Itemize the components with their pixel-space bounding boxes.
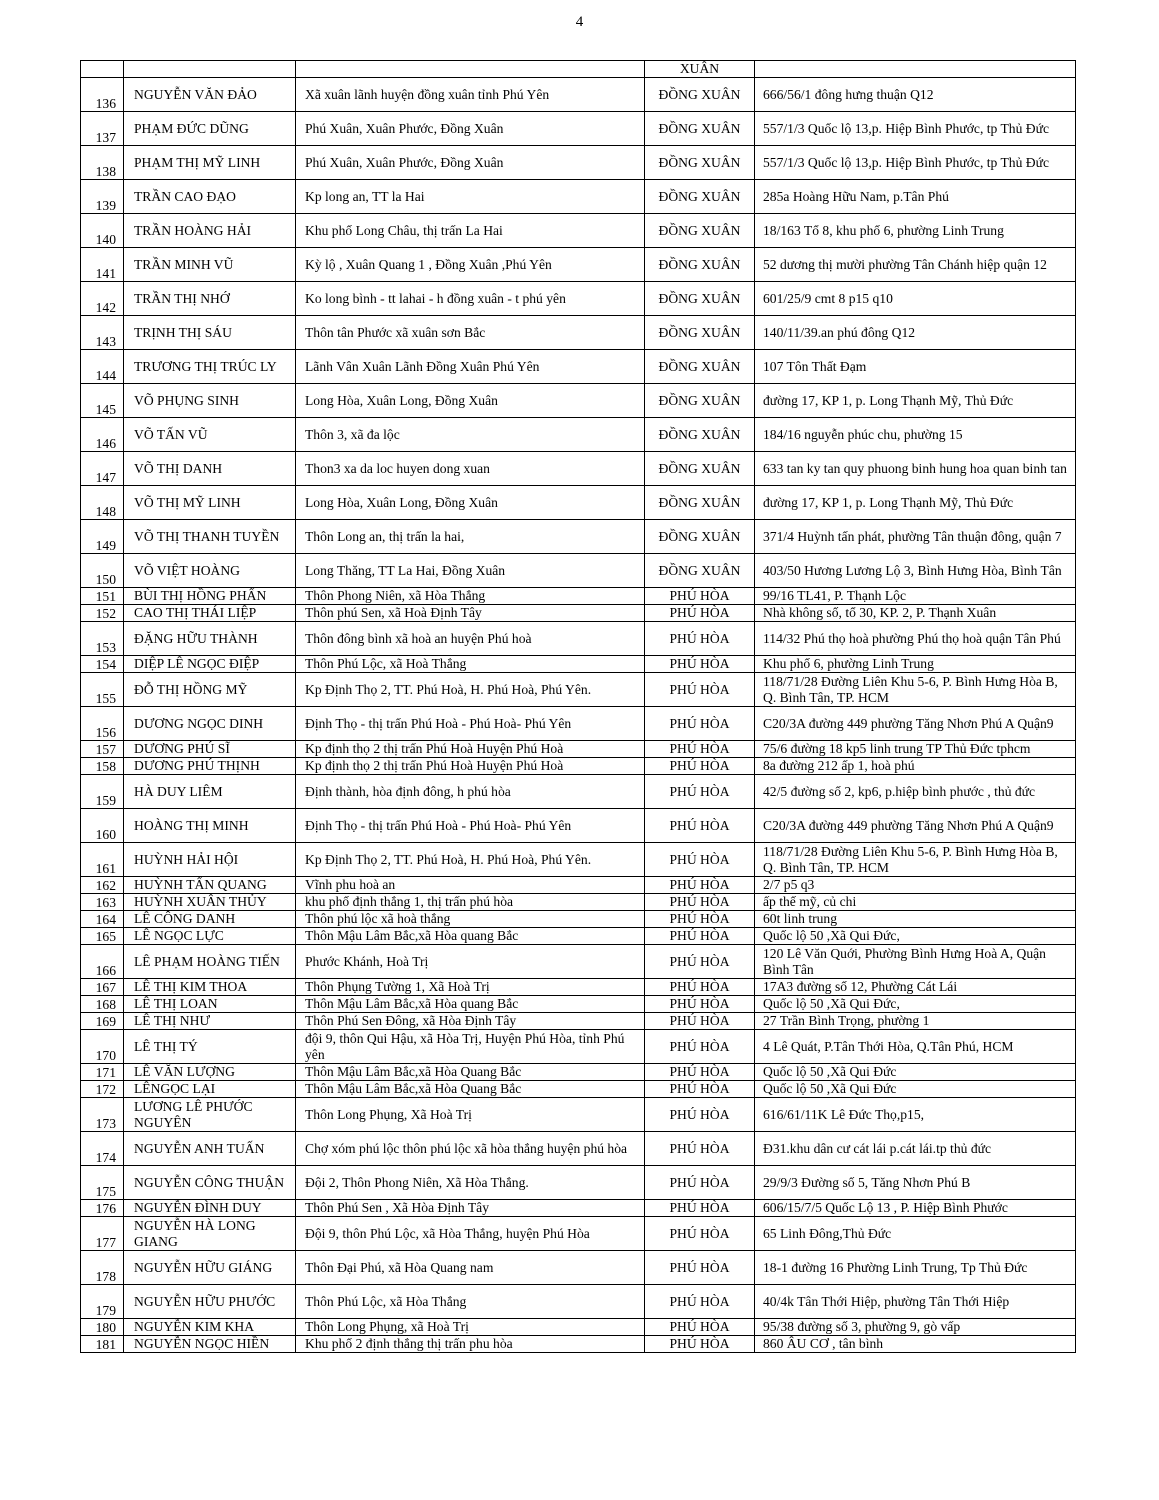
hcm-address: 18-1 đường 16 Phường Linh Trung, Tp Thủ Đức [755, 1251, 1076, 1285]
hcm-address: 557/1/3 Quốc lộ 13,p. Hiệp Bình Phước, tp Thủ Đức [755, 146, 1076, 180]
district: ĐỒNG XUÂN [645, 146, 755, 180]
hcm-address: 184/16 nguyễn phúc chu, phường 15 [755, 418, 1076, 452]
district: PHÚ HÒA [645, 588, 755, 605]
table-row [81, 384, 1076, 418]
table-row [81, 282, 1076, 316]
row-number: 177 [81, 1217, 124, 1251]
district: PHÚ HÒA [645, 622, 755, 656]
district: PHÚ HÒA [645, 1319, 755, 1336]
table-row [81, 877, 1076, 894]
home-address: Vĩnh phu hoà an [296, 877, 645, 894]
district: ĐỒNG XUÂN [645, 418, 755, 452]
district: PHÚ HÒA [645, 1098, 755, 1132]
hcm-address: Đ31.khu dân cư cát lái p.cát lái.tp thủ đức [755, 1132, 1076, 1166]
person-name: LÊ THỊ LOAN [124, 996, 296, 1013]
table-row [81, 452, 1076, 486]
district: PHÚ HÒA [645, 741, 755, 758]
district: PHÚ HÒA [645, 758, 755, 775]
table-row [81, 1251, 1076, 1285]
row-number: 152 [81, 605, 124, 622]
row-number: 139 [81, 180, 124, 214]
home-address: Thôn Long Phụng, Xã Hoà Trị [296, 1098, 645, 1132]
table-row [81, 78, 1076, 112]
hcm-address: 2/7 p5 q3 [755, 877, 1076, 894]
district: PHÚ HÒA [645, 673, 755, 707]
hcm-address: 60t linh trung [755, 911, 1076, 928]
district: PHÚ HÒA [645, 1251, 755, 1285]
person-name: ĐẶNG HỮU THÀNH [124, 622, 296, 656]
person-name: VÕ VIỆT HOÀNG [124, 554, 296, 588]
home-address: Đội 9, thôn Phú Lộc, xã Hòa Thắng, huyện Phú Hòa [296, 1217, 645, 1251]
table-row [81, 61, 1076, 78]
person-name: NGUYỄN HỮU GIÁNG [124, 1251, 296, 1285]
table-row [81, 588, 1076, 605]
hcm-address: 52 dương thị mười phường Tân Chánh hiệp quận 12 [755, 248, 1076, 282]
home-address: Thôn phú lộc xã hoà thắng [296, 911, 645, 928]
district: PHÚ HÒA [645, 605, 755, 622]
table-row [81, 1336, 1076, 1353]
hcm-address: 8a đường 212 ấp 1, hoà phú [755, 758, 1076, 775]
row-number: 163 [81, 894, 124, 911]
row-number: 155 [81, 673, 124, 707]
person-name: HOÀNG THỊ MINH [124, 809, 296, 843]
hcm-address: 403/50 Hương Lương Lộ 3, Bình Hưng Hòa, Bình Tân [755, 554, 1076, 588]
table-row [81, 843, 1076, 877]
person-name: TRỊNH THỊ SÁU [124, 316, 296, 350]
hcm-address: 107 Tôn Thất Đạm [755, 350, 1076, 384]
home-address: Chợ xóm phú lộc thôn phú lộc xã hòa thắng huyện phú hòa [296, 1132, 645, 1166]
district: ĐỒNG XUÂN [645, 282, 755, 316]
table-row [81, 775, 1076, 809]
row-number: 151 [81, 588, 124, 605]
row-number: 171 [81, 1064, 124, 1081]
home-address: Thôn Đại Phú, xã Hòa Quang nam [296, 1251, 645, 1285]
person-name: DƯƠNG PHÚ THỊNH [124, 758, 296, 775]
district: PHÚ HÒA [645, 1200, 755, 1217]
table-row [81, 1064, 1076, 1081]
home-address: Thôn Phú Lộc, xã Hoà Thắng [296, 656, 645, 673]
home-address: Khu phố 2 định thắng thị trấn phu hòa [296, 1336, 645, 1353]
district: PHÚ HÒA [645, 707, 755, 741]
hcm-address: 601/25/9 cmt 8 p15 q10 [755, 282, 1076, 316]
table-row [81, 928, 1076, 945]
district: PHÚ HÒA [645, 945, 755, 979]
table-row [81, 1030, 1076, 1064]
row-number: 137 [81, 112, 124, 146]
person-name: LÊNGỌC LẠI [124, 1081, 296, 1098]
home-address: Khu phố Long Châu, thị trấn La Hai [296, 214, 645, 248]
hcm-address: Khu phố 6, phường Linh Trung [755, 656, 1076, 673]
person-name: TRẦN MINH VŨ [124, 248, 296, 282]
row-number: 154 [81, 656, 124, 673]
district: XUÂN [645, 61, 755, 78]
row-number: 180 [81, 1319, 124, 1336]
table-row [81, 248, 1076, 282]
hcm-address: 371/4 Huỳnh tấn phát, phường Tân thuận đông, quận 7 [755, 520, 1076, 554]
home-address: Thôn tân Phước xã xuân sơn Bắc [296, 316, 645, 350]
hcm-address: 95/38 đường số 3, phường 9, gò vấp [755, 1319, 1076, 1336]
table-row [81, 486, 1076, 520]
district: ĐỒNG XUÂN [645, 554, 755, 588]
person-name: VÕ PHỤNG SINH [124, 384, 296, 418]
row-number: 179 [81, 1285, 124, 1319]
hcm-address: 17A3 đường số 12, Phường Cát Lái [755, 979, 1076, 996]
hcm-address: 99/16 TL41, P. Thạnh Lộc [755, 588, 1076, 605]
home-address: Long Hòa, Xuân Long, Đồng Xuân [296, 486, 645, 520]
table-row [81, 1081, 1076, 1098]
home-address: Phú Xuân, Xuân Phước, Đồng Xuân [296, 146, 645, 180]
hcm-address: 42/5 đường số 2, kp6, p.hiệp bình phước , thủ đức [755, 775, 1076, 809]
district: PHÚ HÒA [645, 843, 755, 877]
person-name: NGUYỄN ĐÌNH DUY [124, 1200, 296, 1217]
hcm-address: 616/61/11K Lê Đức Thọ,p15, [755, 1098, 1076, 1132]
person-name: LÊ THỊ TÝ [124, 1030, 296, 1064]
person-name: LÊ CÔNG DANH [124, 911, 296, 928]
person-name: TRẦN THỊ NHỚ [124, 282, 296, 316]
person-name: BÙI THỊ HỒNG PHẤN [124, 588, 296, 605]
home-address: Thôn Mậu Lâm Bắc,xã Hòa quang Bắc [296, 928, 645, 945]
person-name: LÊ PHẠM HOÀNG TIẾN [124, 945, 296, 979]
row-number: 178 [81, 1251, 124, 1285]
home-address: Thôn Mậu Lâm Bắc,xã Hòa quang Bắc [296, 996, 645, 1013]
row-number: 173 [81, 1098, 124, 1132]
district: ĐỒNG XUÂN [645, 112, 755, 146]
table-row [81, 520, 1076, 554]
home-address: Ko long bình - tt lahai - h đồng xuân - t phú yên [296, 282, 645, 316]
home-address: Thon3 xa da loc huyen dong xuan [296, 452, 645, 486]
table-row [81, 1098, 1076, 1132]
table-row [81, 673, 1076, 707]
person-name: HUỲNH TẤN QUANG [124, 877, 296, 894]
person-name: PHẠM THỊ MỸ LINH [124, 146, 296, 180]
hcm-address: 606/15/7/5 Quốc Lộ 13 , P. Hiệp Bình Phước [755, 1200, 1076, 1217]
person-name: HUỲNH XUÂN THỦY [124, 894, 296, 911]
person-name: NGUYỄN KIM KHA [124, 1319, 296, 1336]
district: PHÚ HÒA [645, 877, 755, 894]
hcm-address: C20/3A đường 449 phường Tăng Nhơn Phú A Quận9 [755, 809, 1076, 843]
home-address: Phước Khánh, Hoà Trị [296, 945, 645, 979]
table-row [81, 1285, 1076, 1319]
table-row [81, 707, 1076, 741]
district: PHÚ HÒA [645, 928, 755, 945]
table-row [81, 1200, 1076, 1217]
person-name: TRẦN CAO ĐẠO [124, 180, 296, 214]
district: PHÚ HÒA [645, 1081, 755, 1098]
person-name: NGUYỄN VĂN ĐẢO [124, 78, 296, 112]
district: ĐỒNG XUÂN [645, 486, 755, 520]
home-address: Định Thọ - thị trấn Phú Hoà - Phú Hoà- Phú Yên [296, 707, 645, 741]
table-row [81, 214, 1076, 248]
table-row [81, 911, 1076, 928]
row-number: 175 [81, 1166, 124, 1200]
district: PHÚ HÒA [645, 775, 755, 809]
row-number: 169 [81, 1013, 124, 1030]
table-row [81, 146, 1076, 180]
district: PHÚ HÒA [645, 1217, 755, 1251]
row-number: 153 [81, 622, 124, 656]
home-address: Long Hòa, Xuân Long, Đồng Xuân [296, 384, 645, 418]
home-address: Thôn Phú Sen , Xã Hòa Định Tây [296, 1200, 645, 1217]
hcm-address: 633 tan ky tan quy phuong binh hung hoa quan binh tan [755, 452, 1076, 486]
district: ĐỒNG XUÂN [645, 520, 755, 554]
district: ĐỒNG XUÂN [645, 350, 755, 384]
home-address: Lãnh Vân Xuân Lãnh Đồng Xuân Phú Yên [296, 350, 645, 384]
hcm-address: đường 17, KP 1, p. Long Thạnh Mỹ, Thủ Đức [755, 384, 1076, 418]
table-row [81, 1217, 1076, 1251]
person-name: HUỲNH HẢI HỘI [124, 843, 296, 877]
row-number: 181 [81, 1336, 124, 1353]
member-table-body [81, 61, 1076, 1353]
row-number: 164 [81, 911, 124, 928]
home-address: khu phố định thắng 1, thị trấn phú hòa [296, 894, 645, 911]
person-name: VÕ TẤN VŨ [124, 418, 296, 452]
table-row [81, 741, 1076, 758]
person-name: LÊ THỊ KIM THOA [124, 979, 296, 996]
person-name: VÕ THỊ THANH TUYỀN [124, 520, 296, 554]
table-row [81, 350, 1076, 384]
row-number: 148 [81, 486, 124, 520]
person-name: VÕ THỊ MỸ LINH [124, 486, 296, 520]
district: ĐỒNG XUÂN [645, 214, 755, 248]
row-number: 167 [81, 979, 124, 996]
table-row [81, 809, 1076, 843]
row-number: 143 [81, 316, 124, 350]
home-address: Kp định thọ 2 thị trấn Phú Hoà Huyện Phú Hoà [296, 741, 645, 758]
hcm-address: Quốc lộ 50 ,Xã Qui Đức [755, 1081, 1076, 1098]
home-address: Xã xuân lãnh huyện đồng xuân tỉnh Phú Yên [296, 78, 645, 112]
row-number: 162 [81, 877, 124, 894]
table-row [81, 605, 1076, 622]
person-name: CAO THỊ THÁI LIỆP [124, 605, 296, 622]
district: PHÚ HÒA [645, 979, 755, 996]
row-number: 144 [81, 350, 124, 384]
table-row [81, 894, 1076, 911]
person-name: LÊ THỊ NHƯ [124, 1013, 296, 1030]
hcm-address [755, 61, 1076, 78]
district: PHÚ HÒA [645, 656, 755, 673]
hcm-address: 557/1/3 Quốc lộ 13,p. Hiệp Bình Phước, tp Thủ Đức [755, 112, 1076, 146]
row-number: 161 [81, 843, 124, 877]
hcm-address: 4 Lê Quát, P.Tân Thới Hòa, Q.Tân Phú, HCM [755, 1030, 1076, 1064]
home-address: Kp long an, TT la Hai [296, 180, 645, 214]
hcm-address: Quốc lộ 50 ,Xã Qui Đức, [755, 996, 1076, 1013]
hcm-address: 65 Linh Đông,Thủ Đức [755, 1217, 1076, 1251]
row-number: 168 [81, 996, 124, 1013]
district: PHÚ HÒA [645, 1013, 755, 1030]
person-name: DƯƠNG PHÚ SĨ [124, 741, 296, 758]
district: PHÚ HÒA [645, 1132, 755, 1166]
table-row [81, 996, 1076, 1013]
row-number: 141 [81, 248, 124, 282]
district: PHÚ HÒA [645, 1285, 755, 1319]
row-number [81, 61, 124, 78]
home-address: Định thành, hòa định đông, h phú hòa [296, 775, 645, 809]
home-address: Phú Xuân, Xuân Phước, Đồng Xuân [296, 112, 645, 146]
hcm-address: Quốc lộ 50 ,Xã Qui Đức, [755, 928, 1076, 945]
row-number: 136 [81, 78, 124, 112]
table-row [81, 622, 1076, 656]
page-number: 4 [575, 14, 584, 30]
person-name [124, 61, 296, 78]
district: ĐỒNG XUÂN [645, 452, 755, 486]
person-name: VÕ THỊ DANH [124, 452, 296, 486]
row-number: 147 [81, 452, 124, 486]
district: ĐỒNG XUÂN [645, 384, 755, 418]
hcm-address: 27 Trần Bình Trọng, phường 1 [755, 1013, 1076, 1030]
person-name: TRƯƠNG THỊ TRÚC LY [124, 350, 296, 384]
person-name: NGUYỄN CÔNG THUẬN [124, 1166, 296, 1200]
hcm-address: 666/56/1 đông hưng thuận Q12 [755, 78, 1076, 112]
hcm-address: 40/4k Tân Thới Hiệp, phường Tân Thới Hiệp [755, 1285, 1076, 1319]
district: ĐỒNG XUÂN [645, 248, 755, 282]
hcm-address: 114/32 Phú thọ hoà phường Phú thọ hoà quận Tân Phú [755, 622, 1076, 656]
hcm-address: đường 17, KP 1, p. Long Thạnh Mỹ, Thủ Đức [755, 486, 1076, 520]
row-number: 160 [81, 809, 124, 843]
table-row [81, 979, 1076, 996]
hcm-address: 118/71/28 Đường Liên Khu 5-6, P. Bình Hưng Hòa B, Q. Bình Tân, TP. HCM [755, 843, 1076, 877]
member-table [80, 60, 1076, 1353]
person-name: ĐỖ THỊ HỒNG MỸ [124, 673, 296, 707]
home-address: Thôn Phụng Tường 1, Xã Hoà Trị [296, 979, 645, 996]
hcm-address: 120 Lê Văn Quới, Phường Bình Hưng Hoà A, Quận Bình Tân [755, 945, 1076, 979]
table-row [81, 418, 1076, 452]
table-row [81, 656, 1076, 673]
hcm-address: 140/11/39.an phú đông Q12 [755, 316, 1076, 350]
district: ĐỒNG XUÂN [645, 78, 755, 112]
row-number: 159 [81, 775, 124, 809]
table-row [81, 1166, 1076, 1200]
hcm-address: C20/3A đường 449 phường Tăng Nhơn Phú A Quận9 [755, 707, 1076, 741]
home-address: Thôn phú Sen, xã Hoà Định Tây [296, 605, 645, 622]
home-address: Kỳ lộ , Xuân Quang 1 , Đồng Xuân ,Phú Yên [296, 248, 645, 282]
home-address: Thôn Phú Lộc, xã Hòa Thắng [296, 1285, 645, 1319]
hcm-address: 75/6 đường 18 kp5 linh trung TP Thủ Đức tphcm [755, 741, 1076, 758]
hcm-address: Nhà không số, tổ 30, KP. 2, P. Thạnh Xuân [755, 605, 1076, 622]
row-number: 158 [81, 758, 124, 775]
person-name: PHẠM ĐỨC DŨNG [124, 112, 296, 146]
home-address [296, 61, 645, 78]
row-number: 170 [81, 1030, 124, 1064]
home-address: Thôn đông bình xã hoà an huyện Phú hoà [296, 622, 645, 656]
home-address: Thôn Phú Sen Đông, xã Hòa Định Tây [296, 1013, 645, 1030]
row-number: 157 [81, 741, 124, 758]
person-name: NGUYỄN ANH TUẤN [124, 1132, 296, 1166]
person-name: TRẦN HOÀNG HẢI [124, 214, 296, 248]
district: PHÚ HÒA [645, 1166, 755, 1200]
home-address: Thôn Long an, thị trấn la hai, [296, 520, 645, 554]
table-row [81, 758, 1076, 775]
home-address: Thôn Mậu Lâm Bắc,xã Hòa Quang Bắc [296, 1081, 645, 1098]
hcm-address: 118/71/28 Đường Liên Khu 5-6, P. Bình Hưng Hòa B, Q. Bình Tân, TP. HCM [755, 673, 1076, 707]
row-number: 145 [81, 384, 124, 418]
home-address: Thôn Phong Niên, xã Hòa Thắng [296, 588, 645, 605]
row-number: 174 [81, 1132, 124, 1166]
row-number: 140 [81, 214, 124, 248]
district: PHÚ HÒA [645, 1336, 755, 1353]
person-name: LÊ NGỌC LỰC [124, 928, 296, 945]
hcm-address: 285a Hoàng Hữu Nam, p.Tân Phú [755, 180, 1076, 214]
person-name: HÀ DUY LIÊM [124, 775, 296, 809]
row-number: 138 [81, 146, 124, 180]
home-address: Kp Định Thọ 2, TT. Phú Hoà, H. Phú Hoà, Phú Yên. [296, 843, 645, 877]
table-row [81, 554, 1076, 588]
home-address: Thôn Mậu Lâm Bắc,xã Hòa Quang Bắc [296, 1064, 645, 1081]
home-address: đội 9, thôn Qui Hậu, xã Hòa Trị, Huyện Phú Hòa, tỉnh Phú yên [296, 1030, 645, 1064]
district: PHÚ HÒA [645, 1030, 755, 1064]
district: ĐỒNG XUÂN [645, 180, 755, 214]
hcm-address: Quốc lộ 50 ,Xã Qui Đức [755, 1064, 1076, 1081]
district: ĐỒNG XUÂN [645, 316, 755, 350]
row-number: 165 [81, 928, 124, 945]
home-address: Thôn 3, xã đa lộc [296, 418, 645, 452]
row-number: 149 [81, 520, 124, 554]
home-address: Long Thăng, TT La Hai, Đồng Xuân [296, 554, 645, 588]
table-row [81, 945, 1076, 979]
person-name: DIỆP LÊ NGỌC ĐIỆP [124, 656, 296, 673]
district: PHÚ HÒA [645, 911, 755, 928]
person-name: NGUYỄN HỮU PHƯỚC [124, 1285, 296, 1319]
home-address: Thôn Long Phụng, xã Hoà Trị [296, 1319, 645, 1336]
hcm-address: 18/163 Tổ 8, khu phố 6, phường Linh Trung [755, 214, 1076, 248]
person-name: NGUYỄN HÀ LONG GIANG [124, 1217, 296, 1251]
district: PHÚ HÒA [645, 996, 755, 1013]
table-row [81, 1132, 1076, 1166]
district: PHÚ HÒA [645, 894, 755, 911]
row-number: 156 [81, 707, 124, 741]
row-number: 166 [81, 945, 124, 979]
table-row [81, 316, 1076, 350]
district: PHÚ HÒA [645, 1064, 755, 1081]
home-address: Kp Định Thọ 2, TT. Phú Hoà, H. Phú Hoà, Phú Yên. [296, 673, 645, 707]
table-row [81, 112, 1076, 146]
row-number: 146 [81, 418, 124, 452]
row-number: 142 [81, 282, 124, 316]
table-row [81, 1013, 1076, 1030]
hcm-address: ấp thế mỹ, củ chi [755, 894, 1076, 911]
person-name: NGUYỄN NGỌC HIỀN [124, 1336, 296, 1353]
row-number: 176 [81, 1200, 124, 1217]
hcm-address: 860 ÂU CƠ , tân bình [755, 1336, 1076, 1353]
hcm-address: 29/9/3 Đường số 5, Tăng Nhơn Phú B [755, 1166, 1076, 1200]
person-name: LÊ VĂN LƯỢNG [124, 1064, 296, 1081]
home-address: Kp định thọ 2 thị trấn Phú Hoà Huyện Phú Hoà [296, 758, 645, 775]
table-row [81, 1319, 1076, 1336]
district: PHÚ HÒA [645, 809, 755, 843]
row-number: 150 [81, 554, 124, 588]
home-address: Đội 2, Thôn Phong Niên, Xã Hòa Thắng. [296, 1166, 645, 1200]
person-name: LƯƠNG LÊ PHƯỚC NGUYÊN [124, 1098, 296, 1132]
row-number: 172 [81, 1081, 124, 1098]
table-row [81, 180, 1076, 214]
home-address: Định Thọ - thị trấn Phú Hoà - Phú Hoà- Phú Yên [296, 809, 645, 843]
person-name: DƯƠNG NGỌC DINH [124, 707, 296, 741]
